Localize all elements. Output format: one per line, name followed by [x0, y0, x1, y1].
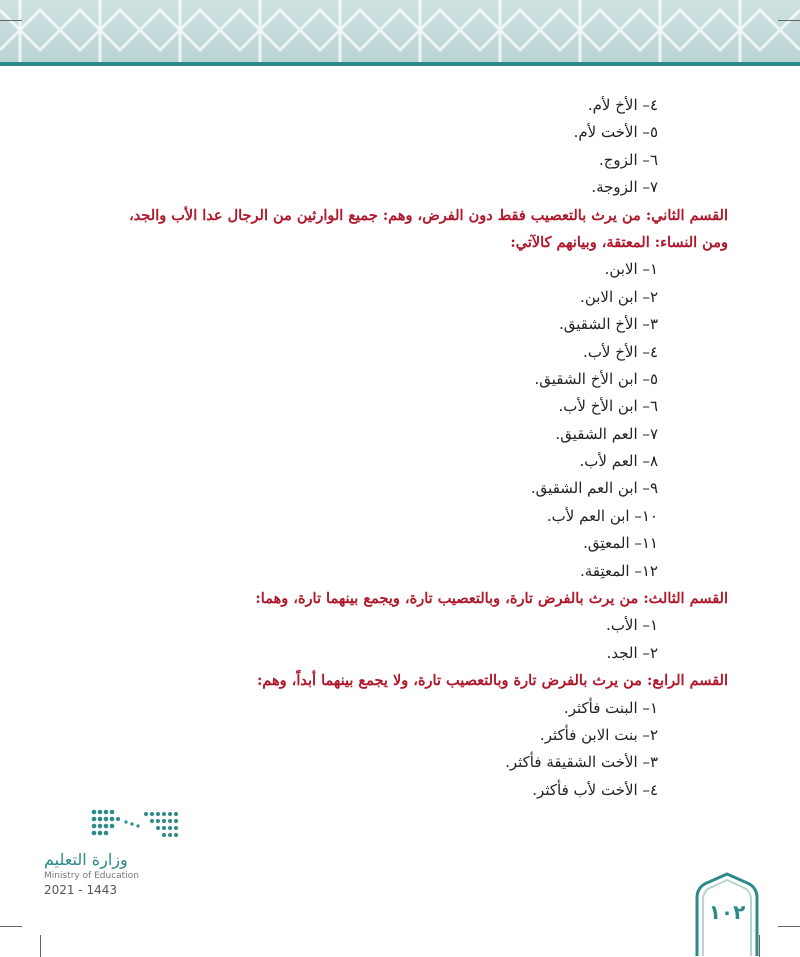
page-number: ١٠٢	[708, 900, 746, 924]
list-item: ١– البنت فأكثر.	[563, 698, 658, 717]
list-item: ١١– المعتِق.	[583, 534, 658, 553]
section3-heading: القسم الثالث: من يرث بالفرض تارة، وبالتعصيب تارة، ويجمع بينهما تارة، وهما:	[255, 590, 728, 608]
ministry-logo	[44, 808, 184, 897]
edition-year: 2021 - 1443	[44, 883, 118, 897]
list-item: ٩– ابن العم الشقيق.	[530, 479, 658, 498]
page-content	[88, 92, 728, 804]
list-item: ٣– الأخت الشقيقة فأكثر.	[505, 753, 658, 772]
list-item: ٢– ابن الابن.	[580, 287, 658, 306]
section2-heading-cont: ومن النساء: المعتقة، وبيانهم كالآتي:	[510, 233, 728, 251]
crop-mark	[40, 935, 41, 957]
crop-mark	[778, 926, 800, 927]
list-item: ٥– ابن الأخ الشقيق.	[534, 369, 658, 388]
list-item: ٧– الزوجة.	[591, 178, 658, 197]
section2-heading: القسم الثاني: من يرث بالتعصيب فقط دون الفرض، وهم: جميع الوارثين من الرجال عدا الأب والجد،	[129, 206, 728, 224]
section4-heading: القسم الرابع: من يرث بالفرض تارة وبالتعصيب تارة، ولا يجمع بينهما أبداً، وهم:	[256, 672, 728, 690]
list-item: ٤– الأخ لأب.	[583, 342, 658, 361]
islamic-pattern-decoration	[0, 0, 800, 64]
crop-mark	[0, 20, 22, 21]
list-item: ١– الابن.	[604, 260, 658, 279]
ministry-name-arabic: وزارة التعليم	[44, 850, 128, 869]
list-item: ٦– ابن الأخ لأب.	[558, 397, 658, 416]
list-item: ١٠– ابن العم لأب.	[546, 506, 658, 525]
list-item: ٣– الأخ الشقيق.	[558, 315, 658, 334]
ministry-name-english: Ministry of Education	[44, 871, 139, 881]
list-item: ٧– العم الشقيق.	[555, 424, 658, 443]
crop-mark	[778, 20, 800, 21]
list-item: ٤– الأخ لأم.	[587, 96, 658, 114]
list-item: ١– الأب.	[606, 616, 658, 635]
header-rule	[0, 62, 800, 66]
ministry-logo-dots-icon	[90, 808, 182, 838]
list-item: ٢– الجد.	[606, 643, 658, 662]
list-item: ٦– الزوج.	[598, 150, 658, 169]
header-decorative-band	[0, 0, 800, 64]
list-item: ١٢– المعتِقة.	[580, 561, 658, 580]
list-item: ٥– الأخت لأم.	[573, 123, 658, 142]
list-item: ٢– بنت الابن فأكثر.	[539, 725, 658, 744]
list-item: ٨– العم لأب.	[579, 452, 658, 471]
crop-mark	[0, 926, 22, 927]
list-item: ٤– الأخت لأب فأكثر.	[532, 780, 658, 799]
